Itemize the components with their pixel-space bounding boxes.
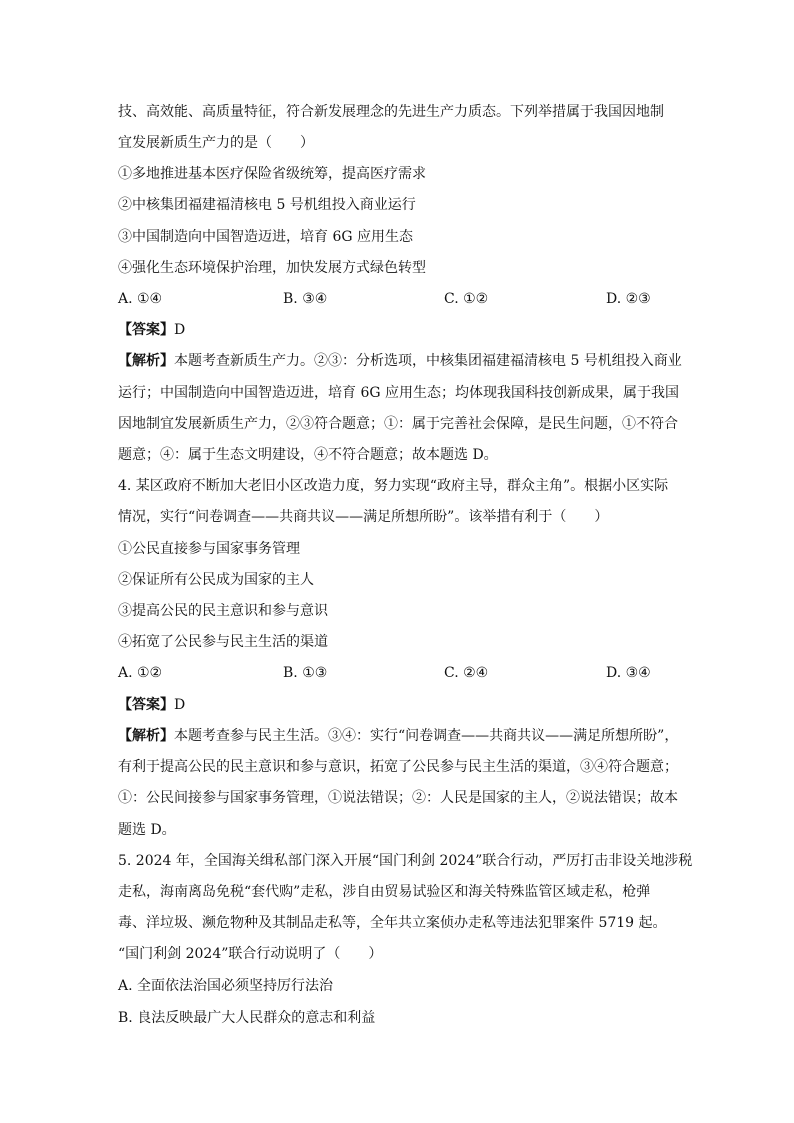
q3-item-1: ①多地推进基本医疗保险省级统筹，提高医疗需求	[118, 166, 426, 182]
q4-analysis-line-2: 有利于提高公民的民主意识和参与意识，拓宽了公民参与民主生活的渠道，③④符合题意；	[118, 759, 678, 775]
q3-analysis-label: 【解析】	[118, 353, 174, 369]
q3-analysis-line-3: 因地制宜发展新质生产力，②③符合题意；①：属于完善社会保障，是民生问题，①不符合	[118, 416, 678, 432]
q5-stem-line-3: 毒、洋垃圾、濒危物种及其制品走私等，全年共立案侦办走私等违法犯罪案件 5719 起。	[118, 915, 667, 931]
q4-analysis-text-1: 本题考查参与民主生活。③④：实行“问卷调查——共商共议——满足所想所盼”，	[174, 728, 679, 744]
q4-option-a: A. ①②	[118, 665, 163, 681]
q4-option-b: B. ①③	[283, 665, 328, 681]
q5-stem-line-4: “国门利剑 2024”联合行动说明了（ ）	[118, 946, 383, 962]
q3-analysis-text-1: 本题考查新质生产力。②③：分析选项，中核集团福建福清核电 5 号机组投入商业	[174, 353, 682, 369]
q5-option-b: B. 良法反映最广大人民群众的意志和利益	[118, 1010, 376, 1026]
q3-item-3: ③中国制造向中国智造迈进，培育 6G 应用生态	[118, 229, 413, 245]
q3-analysis-line-2: 运行；中国制造向中国智造迈进，培育 6G 应用生态；均体现我国科技创新成果，属于我国	[118, 385, 679, 401]
q4-option-d: D. ③④	[606, 665, 651, 681]
q3-option-b: B. ③④	[283, 291, 328, 307]
q4-stem-line-1: 4. 某区政府不断加大老旧小区改造力度，努力实现“政府主导，群众主角”。根据小区实际	[118, 478, 669, 494]
q4-analysis-line-4: 题选 D。	[118, 822, 176, 838]
q3-answer-label: 【答案】	[118, 322, 174, 338]
q3-option-c: C. ①②	[444, 291, 489, 307]
q4-analysis-line-3: ①：公民间接参与国家事务管理，①说法错误；②：人民是国家的主人，②说法错误；故本	[118, 790, 678, 806]
q3-item-2: ②中核集团福建福清核电 5 号机组投入商业运行	[118, 197, 416, 213]
q4-item-4: ④拓宽了公民参与民主生活的渠道	[118, 634, 328, 650]
q4-item-1: ①公民直接参与国家事务管理	[118, 541, 300, 557]
q4-answer	[118, 696, 185, 714]
q4-item-3: ③提高公民的民主意识和参与意识	[118, 603, 328, 619]
q4-answer-label: 【答案】	[118, 697, 174, 713]
q4-analysis-line-1	[118, 727, 678, 745]
q4-item-2: ②保证所有公民成为国家的主人	[118, 572, 314, 588]
q3-option-d: D. ②③	[606, 291, 651, 307]
q3-option-a: A. ①④	[118, 291, 163, 307]
q5-option-a: A. 全面依法治国必须坚持厉行法治	[118, 978, 334, 994]
q3-analysis-line-4: 题意；④：属于生态文明建设，④不符合题意；故本题选 D。	[118, 447, 498, 463]
q4-analysis-label: 【解析】	[118, 728, 174, 744]
q4-stem-line-2: 情况，实行“问卷调查——共商共议——满足所想所盼”。该举措有利于（ ）	[118, 509, 609, 525]
q4-option-c: C. ②④	[444, 665, 489, 681]
q3-stem-line-2: 宜发展新质生产力的是（ ）	[118, 135, 314, 151]
q4-answer-value: D	[174, 697, 186, 713]
q3-answer	[118, 321, 185, 339]
q3-stem-line-1: 技、高效能、高质量特征，符合新发展理念的先进生产力质态。下列举措属于我国因地制	[118, 104, 664, 120]
q5-stem-line-1: 5. 2024 年，全国海关缉私部门深入开展“国门利剑 2024”联合行动，严厉打击非设关地涉税	[118, 853, 693, 869]
q3-item-4: ④强化生态环境保护治理，加快发展方式绿色转型	[118, 260, 426, 276]
q3-answer-value: D	[174, 322, 186, 338]
q5-stem-line-2: 走私，海南离岛免税“套代购”走私，涉自由贸易试验区和海关特殊监管区域走私，枪弹	[118, 884, 651, 900]
q3-analysis-line-1	[118, 352, 682, 370]
